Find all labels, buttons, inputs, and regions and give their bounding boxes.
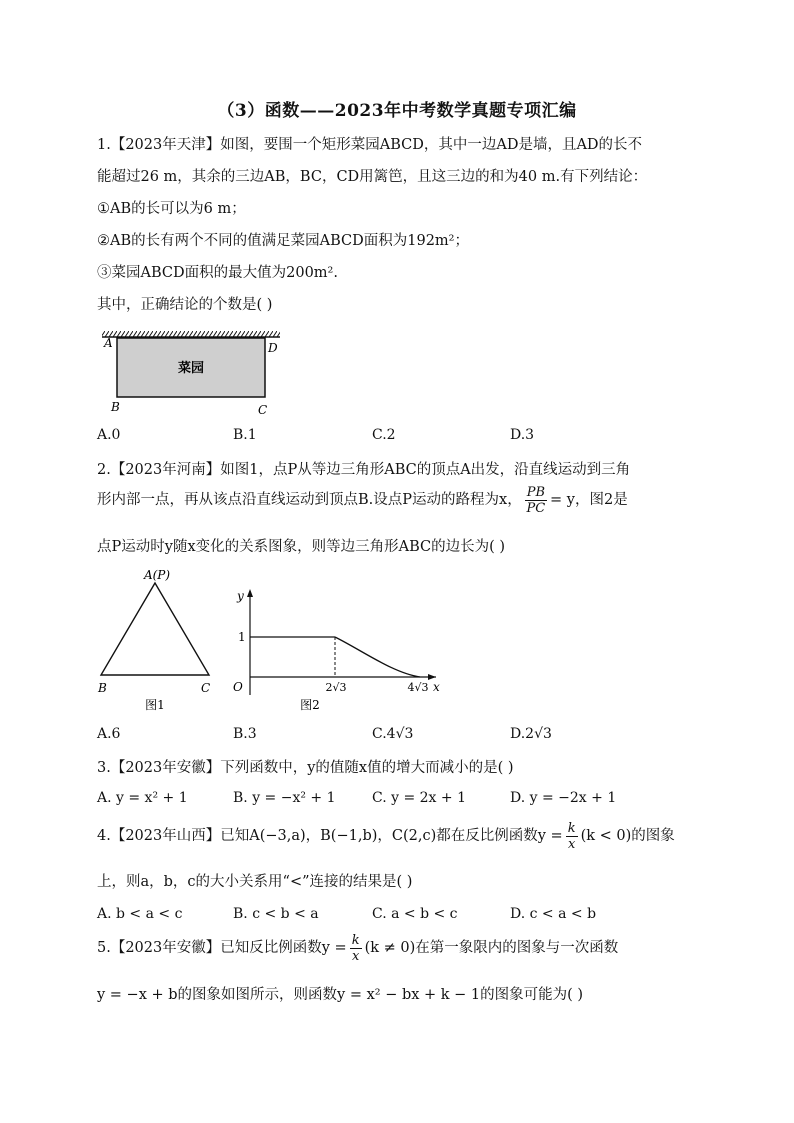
q2-line-2a: 形内部一点，再从该点沿直线运动到顶点B.设点P运动的路程为x， xyxy=(97,492,522,509)
graph-curve-segment xyxy=(335,637,420,677)
q1-option-d: D.3 xyxy=(510,427,535,443)
q5-line-1 xyxy=(97,934,618,963)
x-tick-2: 4√3 xyxy=(407,681,429,694)
q5-line-2: y = −x + b的图象如图所示，则函数y = x² − bx + k − 1的图象可能为( ) xyxy=(97,987,584,1003)
vertex-d: D xyxy=(268,341,278,355)
q2-line-2 xyxy=(97,486,628,515)
q3-option-c: C. y = 2x + 1 xyxy=(372,790,466,806)
q2-option-a: A.6 xyxy=(97,726,121,742)
triangle-b: B xyxy=(98,681,107,695)
vertex-a: A xyxy=(104,336,113,350)
triangle-shape xyxy=(101,583,209,675)
apex-label: A(P) xyxy=(143,568,171,582)
q2-line-2b: = y，图2是 xyxy=(550,492,628,509)
vertex-c: C xyxy=(258,403,268,417)
q2-triangle-figure xyxy=(95,565,220,715)
q1-garden-figure xyxy=(97,325,287,420)
q4-line-1b: (k < 0)的图象 xyxy=(580,828,675,845)
q5-frac-num: k xyxy=(351,933,360,948)
q1-option-b: B.1 xyxy=(233,427,257,443)
wall-hatching xyxy=(102,331,280,337)
vertex-b: B xyxy=(111,400,120,414)
q1-line-1: 1.【2023年天津】如图，要围一个矩形菜园ABCD，其中一边AD是墙，且AD的长不 xyxy=(97,137,643,153)
q1-conclusion-1: ①AB的长可以为6 m； xyxy=(97,201,246,217)
q1-stem: 其中，正确结论的个数是( ) xyxy=(97,297,273,313)
q5-fraction xyxy=(350,934,362,963)
page-title: （3）函数——2023年中考数学真题专项汇编 xyxy=(217,101,577,121)
q2-option-d: D.2√3 xyxy=(510,726,552,742)
q4-frac-num: k xyxy=(567,821,576,836)
q3-line-1: 3.【2023年安徽】下列函数中，y的值随x值的增大而减小的是( ) xyxy=(97,760,514,776)
fig2-caption: 图2 xyxy=(300,698,320,712)
q4-line-1 xyxy=(97,822,675,851)
q4-option-b: B. c < b < a xyxy=(233,906,319,922)
q5-frac-den: x xyxy=(351,949,360,964)
q5-line-1b: (k ≠ 0)在第一象限内的图象与一次函数 xyxy=(364,940,619,957)
q1-conclusion-2: ②AB的长有两个不同的值满足菜园ABCD面积为192m²； xyxy=(97,233,469,249)
q4-frac-den: x xyxy=(567,837,576,852)
fig1-caption: 图1 xyxy=(145,698,165,712)
q2-option-c: C.4√3 xyxy=(372,726,414,742)
q2-graph-figure xyxy=(228,585,448,715)
origin-label: O xyxy=(233,680,243,694)
q4-line-2: 上，则a，b，c的大小关系用“<”连接的结果是( ) xyxy=(97,874,413,890)
q3-option-d: D. y = −2x + 1 xyxy=(510,790,617,806)
q4-line-1a: 4.【2023年山西】已知A(−3,a)，B(−1,b)，C(2,c)都在反比例函数y = xyxy=(97,828,563,845)
q3-option-a: A. y = x² + 1 xyxy=(97,790,188,806)
garden-label: 菜园 xyxy=(177,361,205,376)
q1-option-a: A.0 xyxy=(97,427,121,443)
q2-option-b: B.3 xyxy=(233,726,257,742)
q4-option-a: A. b < a < c xyxy=(97,906,183,922)
q2-frac-den: PC xyxy=(526,501,546,516)
q1-line-2: 能超过26 m，其余的三边AB，BC，CD用篱笆，且这三边的和为40 m.有下列结论： xyxy=(97,169,648,185)
q4-fraction xyxy=(566,822,578,851)
q2-fraction xyxy=(525,486,547,515)
q1-option-c: C.2 xyxy=(372,427,396,443)
q2-frac-num: PB xyxy=(526,485,546,500)
x-axis-label: x xyxy=(433,680,440,694)
triangle-c: C xyxy=(201,681,211,695)
q5-line-1a: 5.【2023年安徽】已知反比例函数y = xyxy=(97,940,347,957)
q2-line-3: 点P运动时y随x变化的关系图象，则等边三角形ABC的边长为( ) xyxy=(97,539,506,555)
y-axis-arrow xyxy=(247,589,253,597)
q1-conclusion-3: ③菜园ABCD面积的最大值为200m². xyxy=(97,265,338,281)
q4-option-d: D. c < a < b xyxy=(510,906,597,922)
q3-option-b: B. y = −x² + 1 xyxy=(233,790,336,806)
q4-option-c: C. a < b < c xyxy=(372,906,458,922)
y-axis-label: y xyxy=(237,589,244,603)
y-tick-label: 1 xyxy=(238,630,246,644)
q2-line-1: 2.【2023年河南】如图1，点P从等边三角形ABC的顶点A出发，沿直线运动到三角 xyxy=(97,462,631,478)
x-tick-1: 2√3 xyxy=(325,681,347,694)
